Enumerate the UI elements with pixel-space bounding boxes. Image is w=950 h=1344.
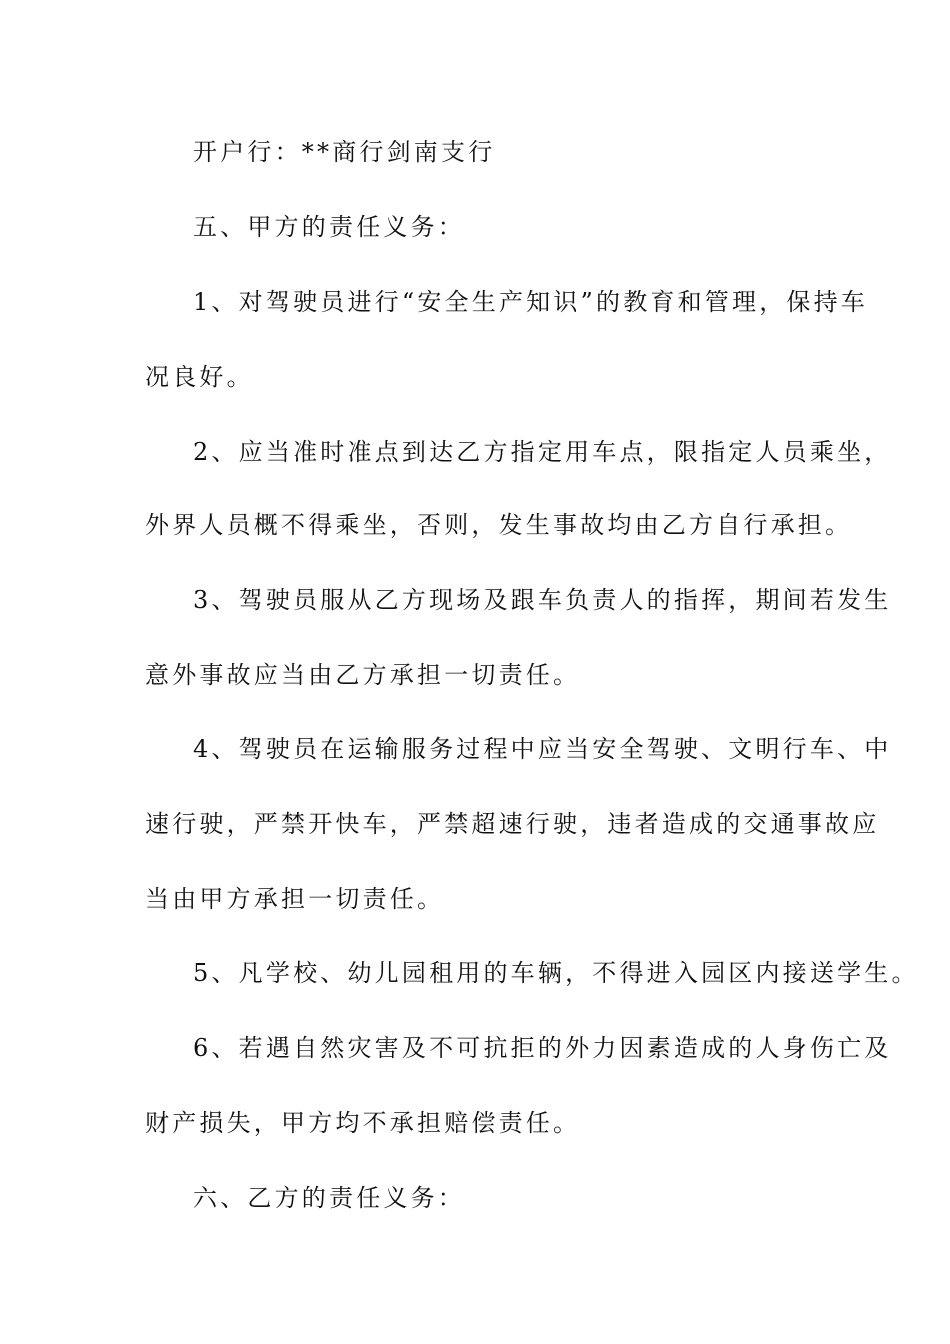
clause-3-line-2: 意外事故应当由乙方承担一切责任。 [145, 661, 581, 689]
clause-2-line-1: 2、应当准时准点到达乙方指定用车点，限指定人员乘坐， [193, 438, 892, 466]
bank-line: 开户行：**商行剑南支行 [193, 138, 496, 166]
clause-3-line-1: 3、驾驶员服从乙方现场及跟车负责人的指挥，期间若发生 [193, 586, 892, 614]
clause-1-line-1: 1、对驾驶员进行“安全生产知识”的教育和管理，保持车 [193, 288, 869, 316]
clause-6-line-2: 财产损失，甲方均不承担赔偿责任。 [145, 1109, 581, 1137]
section-five-heading: 五、甲方的责任义务： [193, 213, 465, 241]
clause-2-line-2: 外界人员概不得乘坐，否则，发生事故均由乙方自行承担。 [145, 511, 853, 539]
clause-6-line-1: 6、若遇自然灾害及不可抗拒的外力因素造成的人身伤亡及 [193, 1034, 892, 1062]
clause-4-line-2: 速行驶，严禁开快车，严禁超速行驶，违者造成的交通事故应 [145, 810, 880, 838]
clause-4-line-1: 4、驾驶员在运输服务过程中应当安全驾驶、文明行车、中 [193, 735, 892, 763]
section-six-heading: 六、乙方的责任义务： [193, 1184, 465, 1212]
clause-4-line-3: 当由甲方承担一切责任。 [145, 885, 445, 913]
clause-1-line-2: 况良好。 [145, 363, 254, 391]
clause-5-line-1: 5、凡学校、幼儿园租用的车辆，不得进入园区内接送学生。 [193, 959, 919, 987]
